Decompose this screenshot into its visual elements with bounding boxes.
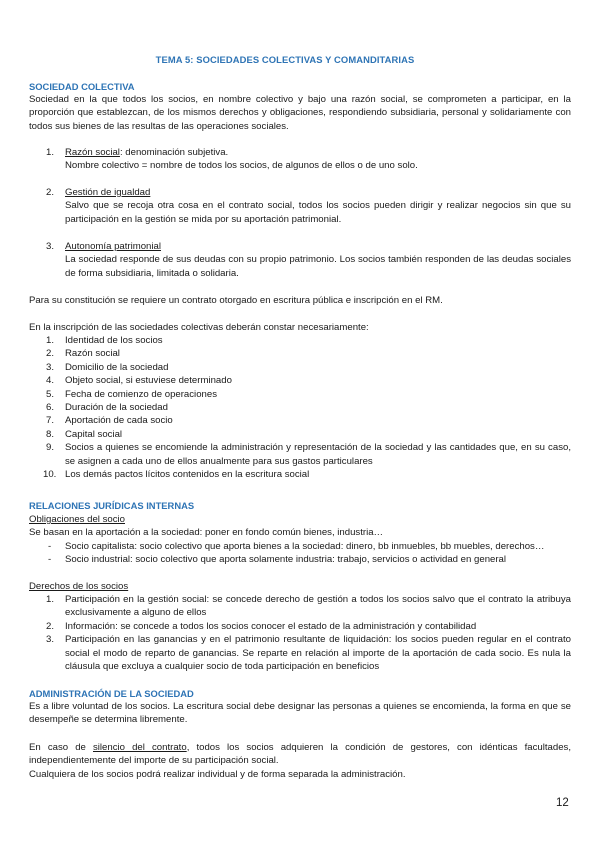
list-item-text: Domicilio de la sociedad [65, 361, 169, 373]
paragraph-obligaciones-intro: Se basan en la aportación a la sociedad: poner en fondo común bienes, industria… [29, 527, 384, 538]
feature-detail: Salvo que se recoja otra cosa en el contrato social, todos los socios pueden dirigir y realizar negocios sin que su participación en la gestión se mida por su aportación patrimonial. [65, 200, 571, 225]
list-item [29, 401, 571, 414]
feature-term: Razón social [65, 147, 120, 158]
list-item-text: Fecha de comienzo de operaciones [65, 388, 217, 400]
list-item-text: Objeto social, si estuviese determinado [65, 375, 232, 387]
feature-item [29, 146, 571, 173]
list-number: 8. [46, 428, 55, 440]
list-number: 6. [46, 402, 55, 414]
list-item [29, 593, 571, 620]
paragraph-silencio [29, 741, 571, 768]
subheading-derechos: Derechos de los socios [29, 581, 129, 592]
list-item-text: Duración de la sociedad [65, 402, 168, 414]
dash-marker: - [48, 554, 52, 566]
feature-list [29, 146, 571, 173]
list-item-text: Capital social [65, 428, 123, 440]
list-item-text: Información: se concede a todos los socios conocer el estado de la administración y contabilidad [65, 620, 477, 632]
list-item [29, 468, 571, 481]
list-item [29, 347, 571, 360]
list-item-text: Aportación de cada socio [65, 415, 173, 427]
document-title: TEMA 5: SOCIEDADES COLECTIVAS Y COMANDITARIAS [155, 54, 415, 65]
list-item-text: Socio capitalista: socio colectivo que aporta bienes a la sociedad: dinero, bb inmuebles, bb muebles, derechos… [65, 541, 545, 552]
obligaciones-list [29, 540, 571, 567]
list-number: 7. [46, 415, 55, 427]
derechos-list [29, 593, 571, 673]
list-item [29, 388, 571, 401]
list-number: 2. [46, 620, 55, 632]
list-item-text: Participación en las ganancias y en el patrimonio resultante de liquidación: los socios pueden regular en el contrato social el modo de reparto de ganancias. Se reparte en relación al importe de la aportación de cada socio. Es nula la cláusula que excluya a cualquier socio de toda participación en beneficios [65, 634, 571, 673]
list-item-text: Los demás pactos lícitos contenidos en la escritura social [65, 469, 310, 481]
list-number: 3. [46, 241, 55, 252]
list-item [29, 334, 571, 347]
underlined-term: silencio del contrato [93, 742, 187, 753]
feature-item-block [29, 186, 571, 226]
subheading-obligaciones: Obligaciones del socio [29, 514, 125, 525]
list-item [29, 620, 571, 633]
list-number: 3. [46, 634, 55, 646]
list-item-text: Participación en la gestión social: se concede derecho de gestión a todos los socios salvo que el contrato la atribuya exclusivamente a alguno de ellos [65, 594, 571, 619]
page-number: 12 [556, 797, 569, 809]
list-item-text: Socios a quienes se encomiende la administración y representación de la sociedad y las cantidades que, en su caso, se asignen a cada uno de ellos anualmente para sus gastos particulares [65, 442, 571, 467]
list-item-text: Identidad de los socios [65, 335, 163, 346]
list-number: 2. [46, 348, 55, 360]
feature-term: Autonomía patrimonial [65, 241, 161, 252]
list-number: 5. [46, 388, 55, 400]
section-heading-relaciones: RELACIONES JURÍDICAS INTERNAS [29, 500, 195, 511]
list-item [29, 361, 571, 374]
paragraph-individual: Cualquiera de los socios podrá realizar individual y de forma separada la administración. [29, 769, 406, 780]
list-number: 10. [43, 469, 57, 481]
list-number: 1. [46, 147, 55, 158]
list-item [29, 540, 571, 553]
list-item-text: Razón social [65, 348, 120, 360]
paragraph-constitucion: Para su constitución se requiere un contrato otorgado en escritura pública e inscripción en el RM. [29, 295, 443, 306]
feature-item [29, 186, 571, 226]
paragraph-definition: Sociedad en la que todos los socios, en nombre colectivo y bajo una razón social, se comprometen a participar, en la proporción que establezcan, de los mismos derechos y obligaciones, respondiendo subsidiaria, personal y solidariamente con todos sus bienes de las resultas de las operaciones sociales. [29, 94, 571, 132]
feature-detail: Nombre colectivo = nombre de todos los socios, de algunos de ellos o de uno solo. [65, 160, 418, 172]
paragraph-inscripcion-intro: En la inscripción de las sociedades colectivas deberán constar necesariamente: [29, 322, 369, 333]
paragraph-administracion: Es a libre voluntad de los socios. La escritura social debe designar las personas a quienes se encomienda, la forma en que se desempeñe se determina libremente. [29, 701, 571, 726]
section-heading-administracion: ADMINISTRACIÓN DE LA SOCIEDAD [29, 688, 194, 699]
list-item [29, 374, 571, 387]
section-heading-sociedad-colectiva: SOCIEDAD COLECTIVA [29, 81, 135, 92]
list-number: 1. [46, 594, 55, 605]
feature-detail: La sociedad responde de sus deudas con su propio patrimonio. Los socios también responden de las deudas sociales de forma subsidiaria, limitada o solidaria. [65, 254, 571, 279]
list-number: 4. [46, 375, 55, 387]
list-number: 9. [46, 442, 55, 454]
list-number: 1. [46, 335, 55, 346]
list-item [29, 428, 571, 441]
feature-item [29, 240, 571, 280]
list-number: 3. [46, 361, 55, 373]
list-item [29, 414, 571, 427]
feature-term-rest: : denominación subjetiva. [119, 147, 229, 158]
list-item-text: Socio industrial: socio colectivo que aporta solamente industria: trabajo, servicios o actividad en general [65, 554, 507, 566]
dash-marker: - [48, 541, 52, 552]
text-fragment: En caso de [29, 742, 93, 753]
list-number: 2. [46, 187, 55, 198]
text-fragment: , todos los socios adquieren la condición de gestores, con idénticas facultades, independientemente del importe de su participación social. [29, 742, 571, 767]
list-item [29, 553, 571, 566]
inscripcion-list [29, 334, 571, 481]
feature-term: Gestión de igualdad [65, 187, 151, 198]
list-item [29, 633, 571, 673]
list-item [29, 441, 571, 468]
feature-item-block [29, 240, 571, 280]
